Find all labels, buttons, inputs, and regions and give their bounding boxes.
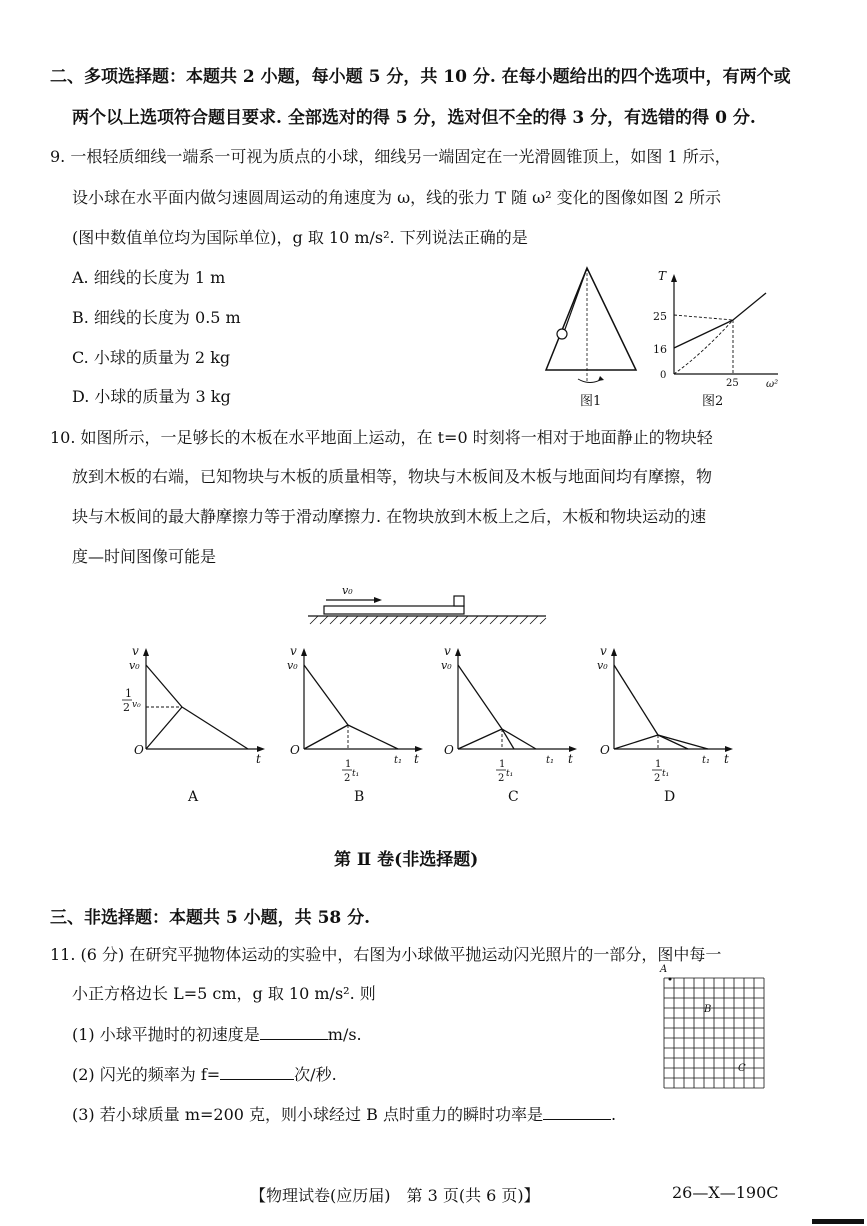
fig2-tick-16y: 16 bbox=[653, 343, 667, 356]
graph-a-label: A bbox=[188, 789, 199, 805]
graph-c-t: t bbox=[568, 752, 573, 766]
graph-a-half-v0: v₀ bbox=[132, 700, 141, 710]
corner-mark bbox=[812, 1219, 864, 1224]
q11-answer1-blank[interactable] bbox=[260, 1023, 328, 1040]
graph-a-half-num: 1 bbox=[125, 687, 132, 700]
q9-figure1-cone bbox=[540, 262, 640, 412]
q10-board-diagram bbox=[300, 582, 550, 632]
graph-a-half-den: 2 bbox=[123, 701, 130, 714]
part2-title: 第 Ⅱ 卷(非选择题) bbox=[334, 850, 479, 870]
q9-line3: (图中数值单位均为国际单位)，g 取 10 m/s². 下列说法正确的是 bbox=[72, 228, 528, 247]
q11-part1-unit: m/s. bbox=[327, 1025, 362, 1044]
q10-graph-c[interactable] bbox=[422, 645, 582, 805]
q10-graph-d[interactable] bbox=[578, 645, 738, 805]
q11-part2-unit: 次/秒. bbox=[294, 1065, 337, 1084]
graph-b-t1: t₁ bbox=[394, 755, 403, 766]
graph-b-label: B bbox=[354, 789, 365, 805]
fig2-tick-25y: 25 bbox=[653, 310, 667, 323]
graph-d-v0: v₀ bbox=[597, 659, 608, 672]
q11-part2 bbox=[72, 1063, 337, 1086]
section2-line1: 二、多项选择题：本题共 2 小题，每小题 5 分，共 10 分. 在每小题给出的四个选项中，有两个或 bbox=[50, 67, 791, 87]
graph-d-half-num: 1 bbox=[655, 759, 662, 770]
fig2-label: 图2 bbox=[702, 394, 724, 409]
q10-line1: 10. 如图所示，一足够长的木板在水平地面上运动，在 t=0 时刻将一相对于地面静止的物块轻 bbox=[50, 428, 713, 447]
q10-line4: 度—时间图像可能是 bbox=[72, 547, 217, 566]
graph-d-t1: t₁ bbox=[702, 755, 711, 766]
graph-d-v: v bbox=[600, 644, 607, 658]
graph-b-half-t1: t₁ bbox=[352, 769, 360, 779]
graph-a-o: O bbox=[134, 743, 144, 757]
grid-point-b-label: B bbox=[704, 1004, 712, 1015]
fig2-tick-25x: 25 bbox=[726, 378, 739, 389]
graph-c-half-num: 1 bbox=[499, 759, 506, 770]
section2-line2: 两个以上选项符合题目要求. 全部选对的得 5 分，选对但不全的得 3 分，有选错的得 0 分. bbox=[72, 108, 756, 128]
graph-c-label: C bbox=[508, 789, 519, 805]
graph-d-half-t1: t₁ bbox=[662, 769, 670, 779]
q11-line2: 小正方格边长 L=5 cm，g 取 10 m/s². 则 bbox=[72, 984, 376, 1003]
graph-c-v0: v₀ bbox=[441, 659, 452, 672]
graph-b-half-den: 2 bbox=[344, 773, 351, 784]
board-v0-label: v₀ bbox=[342, 584, 353, 597]
q9-line1: 9. 一根轻质细线一端系一可视为质点的小球，细线另一端固定在一光滑圆锥顶上，如图 1 所示， bbox=[50, 147, 731, 166]
graph-c-o: O bbox=[444, 743, 454, 757]
graph-c-v: v bbox=[444, 644, 451, 658]
q11-part3 bbox=[72, 1103, 616, 1126]
graph-d-o: O bbox=[600, 743, 610, 757]
q9-option-d[interactable]: D. 小球的质量为 3 kg bbox=[72, 387, 231, 406]
graph-c-half-den: 2 bbox=[498, 773, 505, 784]
grid-point-a bbox=[669, 978, 672, 981]
graph-a-v0: v₀ bbox=[129, 659, 140, 672]
q11-answer3-blank[interactable] bbox=[543, 1103, 611, 1120]
graph-b-o: O bbox=[290, 743, 300, 757]
graph-a-v: v bbox=[132, 644, 139, 658]
q9-option-b[interactable]: B. 细线的长度为 0.5 m bbox=[72, 308, 241, 327]
graph-b-v: v bbox=[290, 644, 297, 658]
q11-flash-grid bbox=[650, 962, 770, 1096]
q9-line2: 设小球在水平面内做匀速圆周运动的角速度为 ω，线的张力 T 随 ω² 变化的图像如图 2 所示 bbox=[72, 188, 721, 207]
graph-d-label: D bbox=[664, 789, 676, 805]
q11-part3-text: (3) 若小球质量 m=200 克，则小球经过 B 点时重力的瞬时功率是 bbox=[72, 1105, 543, 1124]
footer-code: 26—X—190C bbox=[672, 1183, 779, 1202]
grid-point-a-label: A bbox=[660, 964, 668, 975]
q11-line1: 11. (6 分) 在研究平抛物体运动的实验中，右图为小球做平抛运动闪光照片的一部分，图中每一 bbox=[50, 945, 722, 964]
q10-line3: 块与木板间的最大静摩擦力等于滑动摩擦力. 在物块放到木板上之后，木板和物块运动的速 bbox=[72, 507, 707, 526]
q9-option-a[interactable]: A. 细线的长度为 1 m bbox=[72, 268, 226, 287]
q9-figure2-graph bbox=[650, 262, 790, 412]
fig1-label: 图1 bbox=[580, 394, 602, 409]
q11-part1 bbox=[72, 1023, 362, 1046]
graph-d-t: t bbox=[724, 752, 729, 766]
graph-b-half-num: 1 bbox=[345, 759, 352, 770]
graph-d-half-den: 2 bbox=[654, 773, 661, 784]
q11-part3-end: . bbox=[610, 1105, 617, 1124]
q11-answer2-blank[interactable] bbox=[220, 1063, 294, 1080]
graph-c-half-t1: t₁ bbox=[506, 769, 514, 779]
graph-b-t: t bbox=[414, 752, 419, 766]
graph-a-t: t bbox=[256, 752, 261, 766]
fig2-axis-y: T bbox=[658, 269, 667, 283]
graph-b-v0: v₀ bbox=[287, 659, 298, 672]
q10-graph-a[interactable] bbox=[110, 645, 270, 805]
section3-header: 三、非选择题：本题共 5 小题，共 58 分. bbox=[50, 908, 371, 928]
graph-c-t1: t₁ bbox=[546, 755, 555, 766]
q11-part2-text: (2) 闪光的频率为 f= bbox=[72, 1065, 221, 1084]
q10-line2: 放到木板的右端，已知物块与木板的质量相等，物块与木板间及木板与地面间均有摩擦，物 bbox=[72, 467, 713, 486]
fig2-axis-x: ω² bbox=[766, 379, 779, 390]
q9-option-c[interactable]: C. 小球的质量为 2 kg bbox=[72, 348, 231, 367]
grid-point-c-label: C bbox=[738, 1063, 746, 1074]
q11-part1-text: (1) 小球平抛时的初速度是 bbox=[72, 1025, 260, 1044]
fig2-origin: 0 bbox=[660, 370, 667, 381]
q10-graph-b[interactable] bbox=[268, 645, 428, 805]
footer-page-info: 【物理试卷(应历届) 第 3 页(共 6 页)】 bbox=[250, 1186, 540, 1205]
